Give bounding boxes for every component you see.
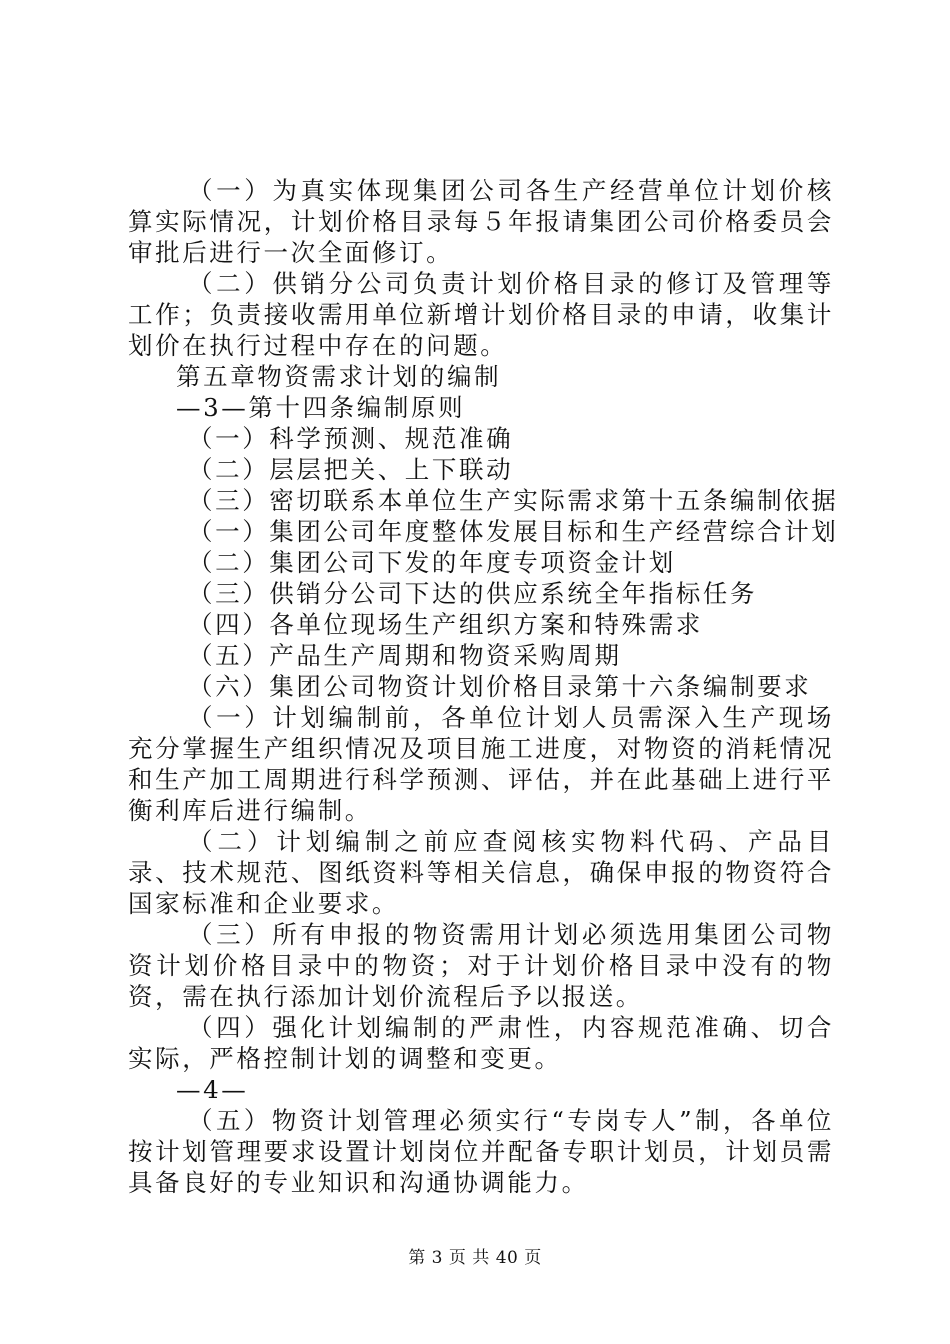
list-item: （二）集团公司下发的年度专项资金计划 [188, 548, 676, 577]
list-item: （三）密切联系本单位生产实际需求第十五条编制依据 [188, 486, 839, 515]
list-item: （四）各单位现场生产组织方案和特殊需求 [188, 610, 703, 639]
paragraph-requirement-4: （四）强化计划编制的严肃性，内容规范准确、切合实际，严格控制计划的调整和变更。 [128, 1013, 834, 1073]
list-item: （六）集团公司物资计划价格目录第十六条编制要求 [188, 672, 812, 701]
list-item: （三）供销分公司下达的供应系统全年指标任务 [188, 579, 758, 608]
chapter-heading: 第五章物资需求计划的编制 [176, 362, 502, 391]
list-item: （二）层层把关、上下联动 [188, 455, 514, 484]
page-marker: —4— [176, 1075, 249, 1104]
paragraph-requirement-5: （五）物资计划管理必须实行“专岗专人”制，各单位按计划管理要求设置计划岗位并配备专职计划员，计划员需具备良好的专业知识和沟通协调能力。 [128, 1106, 834, 1197]
paragraph-requirement-1: （一）计划编制前，各单位计划人员需深入生产现场充分掌握生产组织情况及项目施工进度，对物资的消耗情况和生产加工周期进行科学预测、评估，并在此基础上进行平衡利库后进行编制。 [128, 703, 834, 825]
list-item: （五）产品生产周期和物资采购周期 [188, 641, 622, 670]
paragraph-requirement-2: （二）计划编制之前应查阅核实物料代码、产品目录、技术规范、图纸资料等相关信息，确保申报的物资符合国家标准和企业要求。 [128, 827, 834, 918]
article-heading-principles: —3—第十四条编制原则 [176, 393, 466, 422]
paragraph-requirement-3: （三）所有申报的物资需用计划必须选用集团公司物资计划价格目录中的物资；对于计划价格目录中没有的物资，需在执行添加计划价流程后予以报送。 [128, 920, 834, 1011]
paragraph-sales-branch-duty: （二）供销分公司负责计划价格目录的修订及管理等工作；负责接收需用单位新增计划价格目录的申请，收集计划价在执行过程中存在的问题。 [128, 269, 834, 360]
document-body [128, 175, 839, 1198]
list-item: （一）集团公司年度整体发展目标和生产经营综合计划 [188, 517, 839, 546]
list-item: （一）科学预测、规范准确 [188, 424, 514, 453]
paragraph-revision-cycle: （一）为真实体现集团公司各生产经营单位计划价核算实际情况，计划价格目录每５年报请集团公司价格委员会审批后进行一次全面修订。 [128, 176, 834, 267]
page-number-footer: 第 3 页 共 40 页 [408, 1248, 542, 1268]
